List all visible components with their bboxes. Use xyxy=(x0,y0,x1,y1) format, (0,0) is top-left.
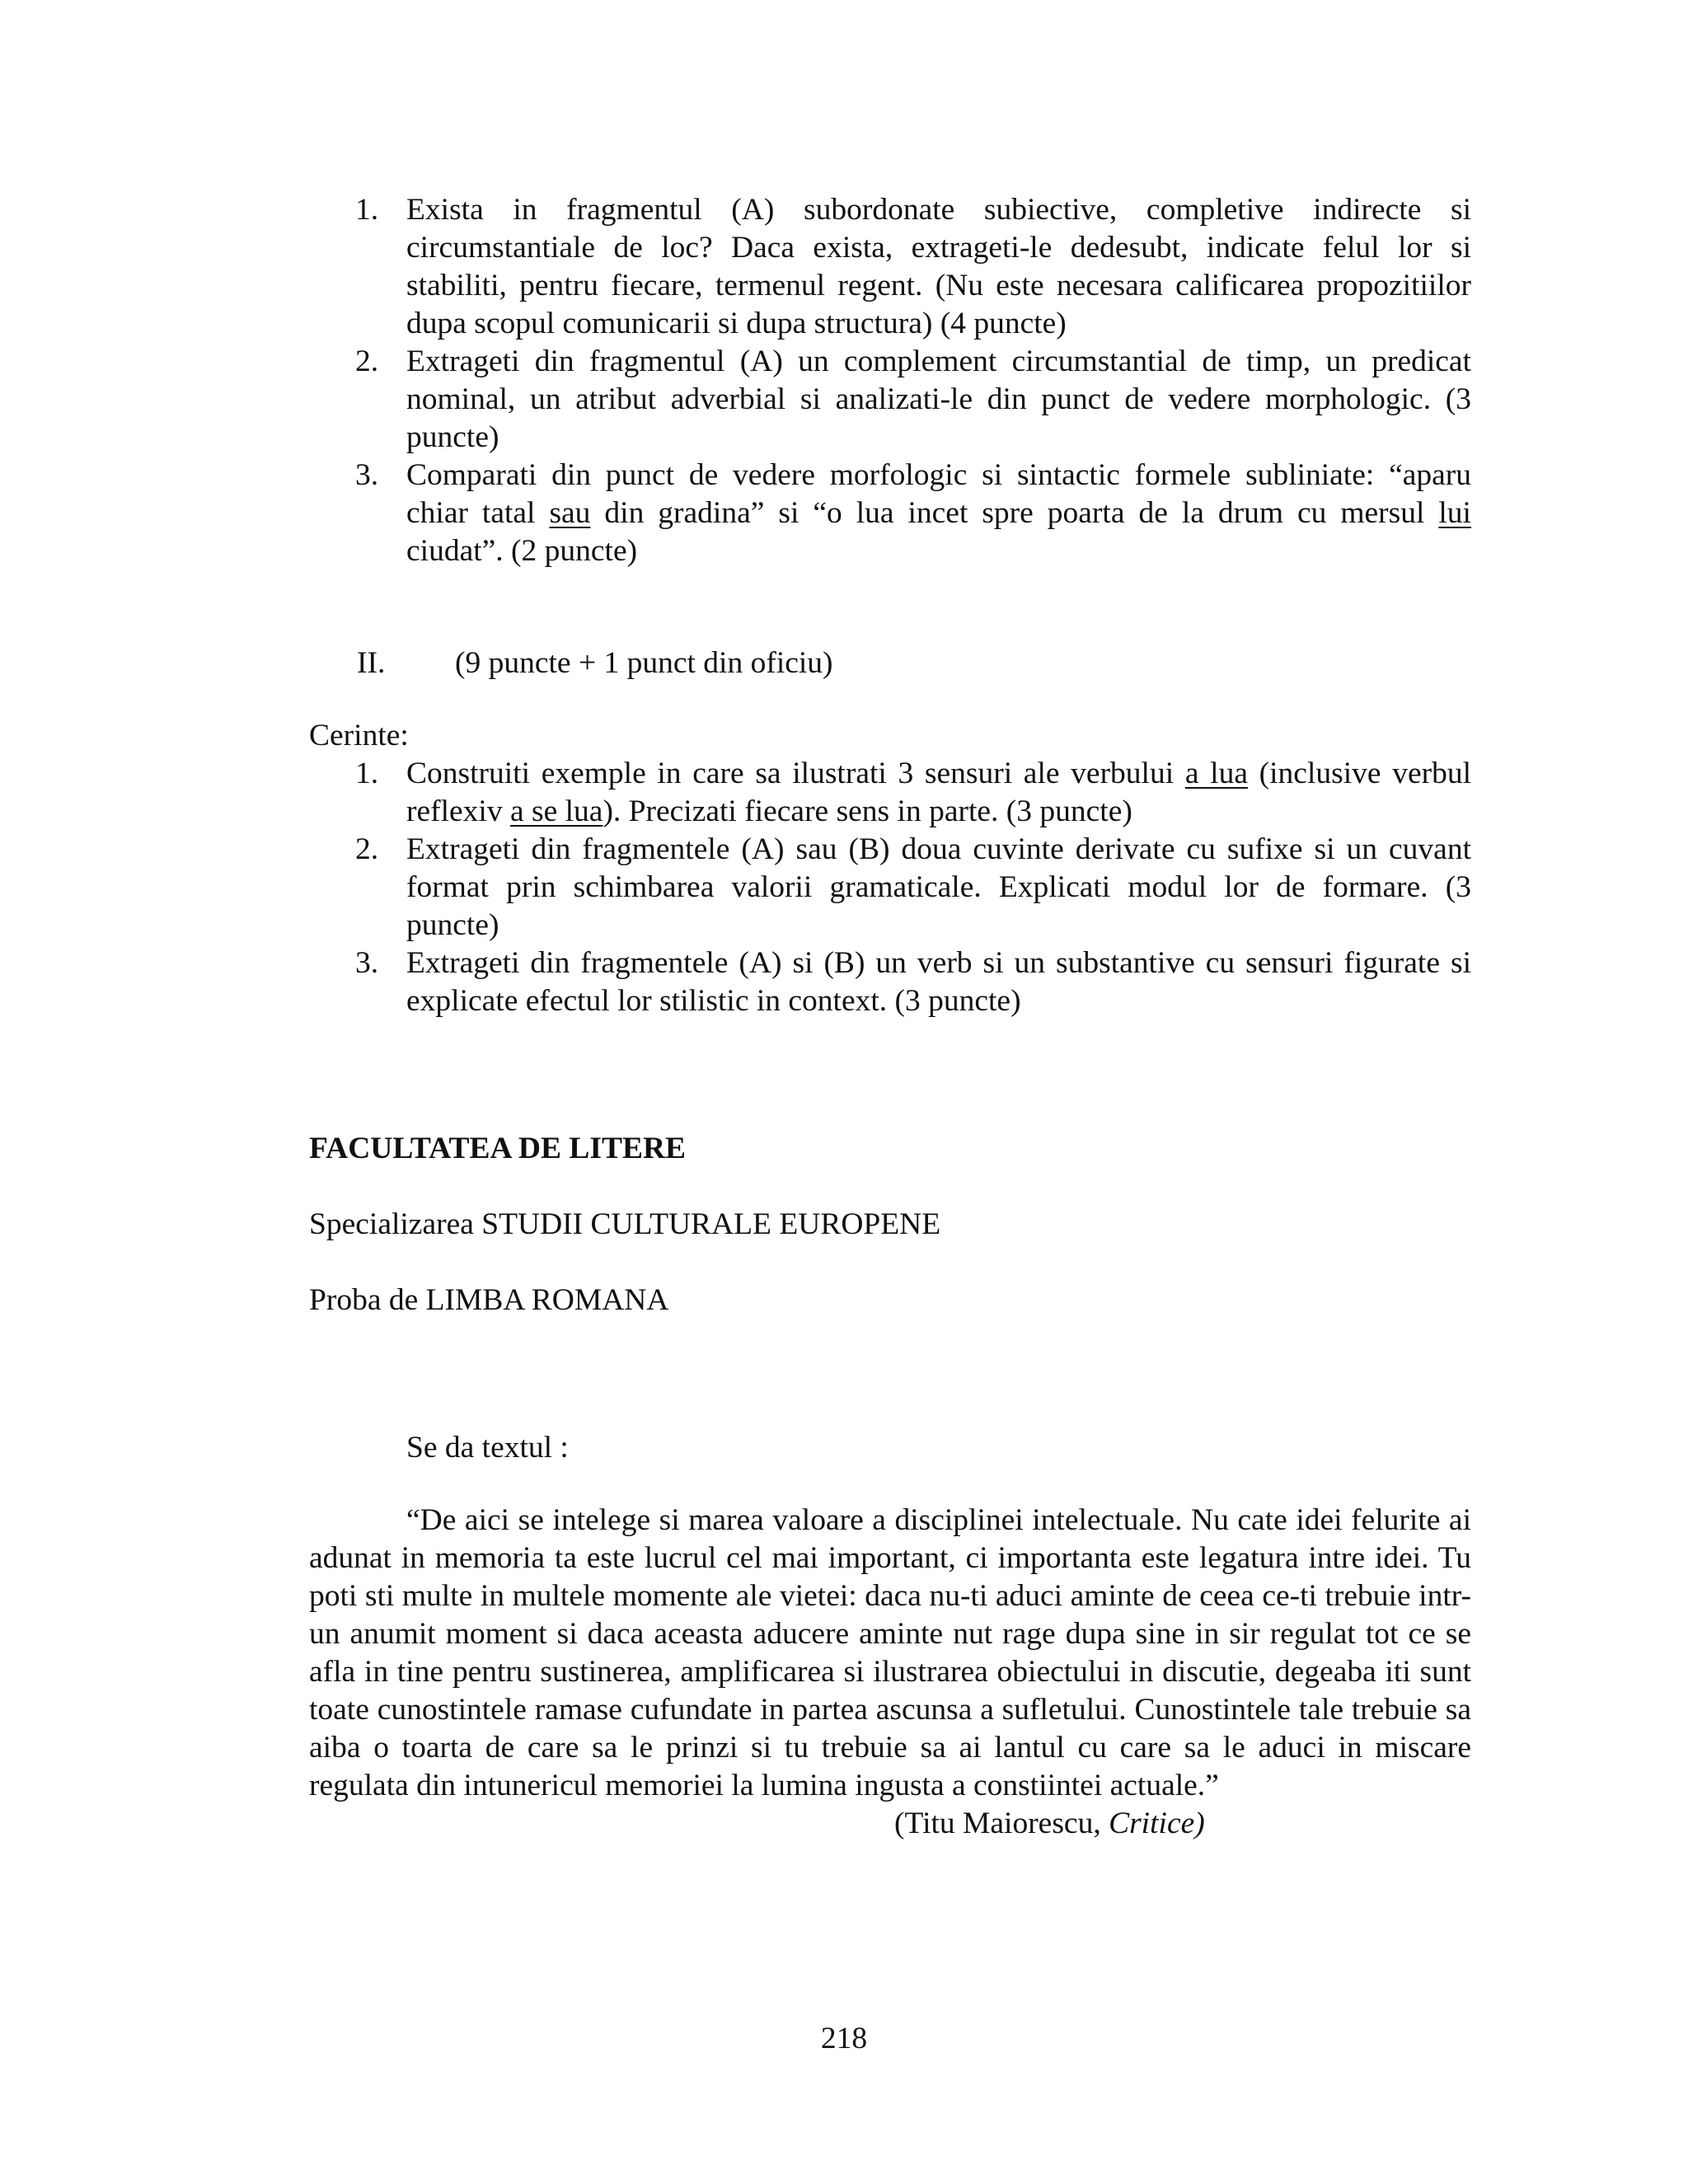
item-text: Extrageti din fragmentele (A) si (B) un verb si un substantive cu sensuri figurate si explicate efectul lor stilistic in context. (3 puncte) xyxy=(406,946,1471,1018)
section-heading xyxy=(309,644,1471,682)
list-item xyxy=(355,343,1471,457)
requirements-label: Cerinte: xyxy=(309,719,409,752)
item-text-part: ). Precizati fiecare sens in parte. (3 puncte) xyxy=(603,794,1132,828)
page-number: 218 xyxy=(820,2022,868,2055)
faculty-heading: FACULTATEA DE LITERE xyxy=(309,1132,687,1165)
list-item xyxy=(355,191,1471,343)
item-text-part: din gradina” si “o lua incet spre poarta de la drum cu mersul xyxy=(590,496,1439,530)
section-points: (9 puncte + 1 punct din oficiu) xyxy=(455,646,833,680)
quoted-text: “De aici se intelege si marea valoare a disciplinei intelectuale. Nu cate idei felurite ai adunat in memoria ta este lucrul cel mai important, ci importanta este legatura intre idei. Tu poti sti multe in multele momente ale vietei: daca nu-ti aduci aminte de ceea ce-ti trebuie intr-un anumit moment si daca aceasta aducere aminte nut rage dupa sine in sir regulat tot ce se afla in tine pentru sustinerea, amplificarea si ilustrarea obiectului in discutie, degeaba iti sunt toate cunostintele ramase cufundate in partea ascunsa a sufletului. Cunostintele tale trebuie sa aiba o toarta de care sa le prinzi si tu trebuie sa ai lantul cu care sa le aduci in miscare regulata din intunericul memoriei la lumina ingusta a constiintei actuale.” xyxy=(309,1503,1471,1802)
underlined-word: a lua xyxy=(1184,757,1248,790)
item-number: 3. xyxy=(355,458,379,492)
section2-list xyxy=(309,755,1471,1020)
item-number: 2. xyxy=(355,344,379,378)
underlined-word: a se lua xyxy=(509,794,603,828)
attribution-author: (Titu Maiorescu, xyxy=(894,1807,1109,1840)
item-number: 2. xyxy=(355,832,379,866)
item-number: 1. xyxy=(355,757,379,790)
exam-line: Proba de LIMBA ROMANA xyxy=(309,1283,669,1317)
section-number: II. xyxy=(357,646,386,680)
list-item xyxy=(355,831,1471,944)
list-item xyxy=(355,755,1471,831)
specialization-line: Specializarea STUDII CULTURALE EUROPENE xyxy=(309,1207,941,1241)
list-item xyxy=(355,944,1471,1020)
item-number: 1. xyxy=(355,193,379,227)
list-item xyxy=(355,457,1471,570)
attribution xyxy=(309,1805,1471,1843)
item-text-part: (inclusive verbul reflexiv xyxy=(406,757,1471,828)
item-number: 3. xyxy=(355,946,379,980)
intro-line: Se da textul : xyxy=(406,1431,569,1465)
page-content xyxy=(309,191,1471,1843)
item-text: Exista in fragmentul (A) subordonate subiective, completive indirecte si circumstantiale de loc? Daca exista, extrageti-le dedesubt, indicate felul lor si stabiliti, pentru fiecare, termenul regent. (Nu este necesara calificarea propozitiilor dupa scopul comunicarii si dupa structura) (4 puncte) xyxy=(406,193,1471,340)
item-text-part: ciudat”. (2 puncte) xyxy=(406,534,638,568)
item-text: Extrageti din fragmentele (A) sau (B) doua cuvinte derivate cu sufixe si un cuvant format prin schimbarea valorii gramaticale. Explicati modul lor de formare. (3 puncte) xyxy=(406,832,1471,942)
item-text-part: Construiti exemple in care sa ilustrati 3 sensuri ale verbului xyxy=(406,757,1185,790)
item-text: Extrageti din fragmentul (A) un complement circumstantial de timp, un predicat nominal, un atribut adverbial si analizati-le din punct de vedere morphologic. (3 puncte) xyxy=(406,344,1471,454)
item-text-part: Comparati din punct de vedere morfologic si sintactic formele subliniate: “aparu chiar tatal xyxy=(406,458,1471,530)
section1-list xyxy=(309,191,1471,570)
underlined-word: sau xyxy=(549,496,591,530)
underlined-word: lui xyxy=(1438,496,1471,530)
attribution-work: Critice) xyxy=(1109,1807,1205,1840)
